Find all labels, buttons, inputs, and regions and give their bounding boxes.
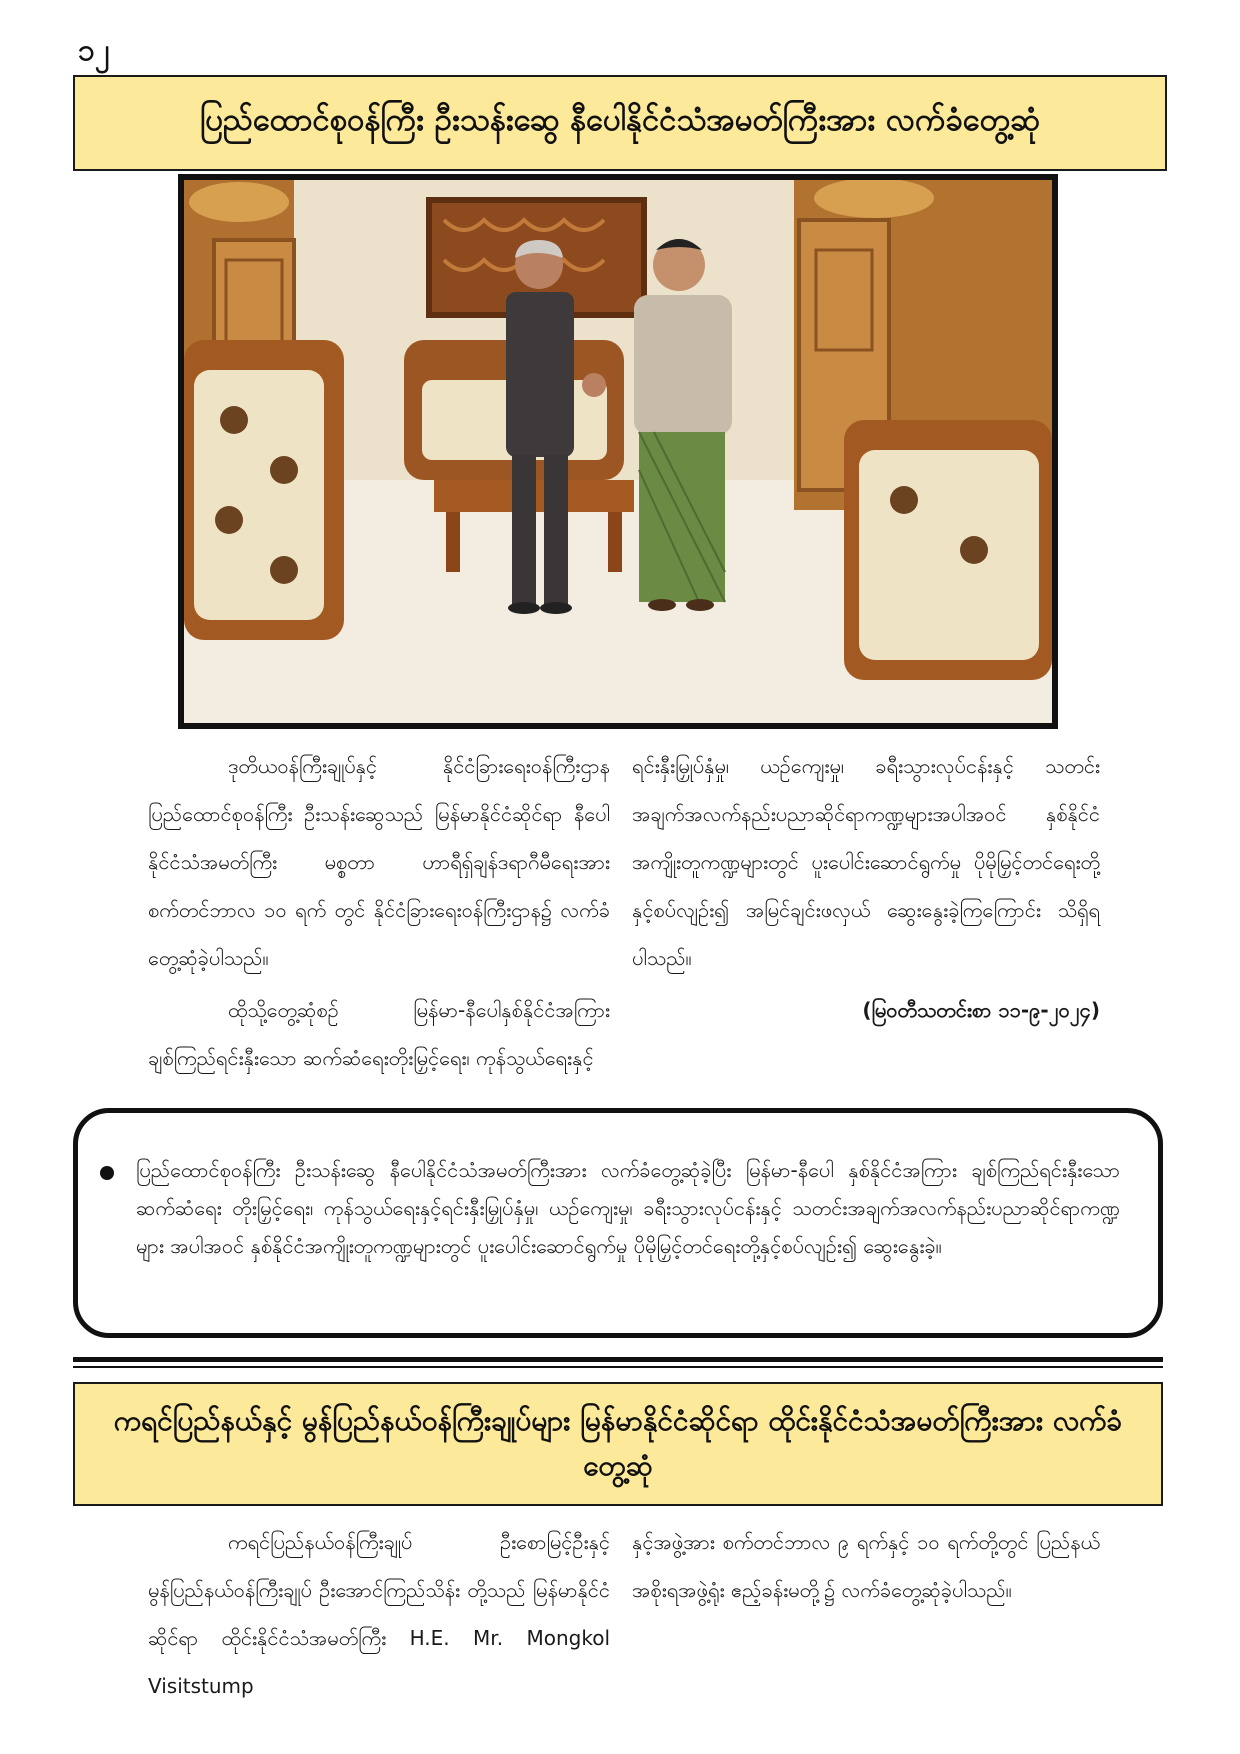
article-1-paragraph-1: ဒုတိယဝန်ကြီးချုပ်နှင့် နိုင်ငံခြားရေးဝန်ကြီးဌာန ပြည်ထောင်စုဝန်ကြီး ဦးသန်းဆွေသည် မြန်မာနိုင်ငံဆိုင်ရာ နီပေါနိုင်ငံသံအမတ်ကြီး မစ္စတာ ဟာရီရှ်ချန်ဒရာဂီမီရေးအား စက်တင်ဘာလ ၁၀ ရက် တွင် နိုင်ငံခြားရေးဝန်ကြီးဌာန၌ လက်ခံတွေ့ဆုံခဲ့ပါသည်။ [148, 754, 610, 970]
article-2-title: ကရင်ပြည်နယ်နှင့် မွန်ပြည်နယ်ဝန်ကြီးချုပ်များ မြန်မာနိုင်ငံဆိုင်ရာ ထိုင်းနိုင်ငံသံအမတ်ကြီးအား လက်ခံတွေ့ဆုံ [73, 1382, 1163, 1506]
news-photo [178, 174, 1058, 729]
article-2-column-left [148, 1518, 610, 1710]
bullet-icon [100, 1166, 114, 1180]
summary-text: ပြည်ထောင်စုဝန်ကြီး ဦးသန်းဆွေ နီပေါနိုင်ငံသံအမတ်ကြီးအား လက်ခံတွေ့ဆုံခဲ့ပြီး မြန်မာ-နီပေါ နှစ်နိုင်ငံအကြား ချစ်ကြည်ရင်းနှီးသောဆက်ဆံရေး တိုးမြှင့်ရေး၊ ကုန်သွယ်ရေးနှင့်ရင်းနှီးမြှုပ်နှံမှု၊ ယဉ်ကျေးမှု၊ ခရီးသွားလုပ်ငန်းနှင့် သတင်းအချက်အလက်နည်းပညာဆိုင်ရာကဏ္ဍများ အပါအဝင် နှစ်နိုင်ငံအကျိုးတူကဏ္ဍများတွင် ပူးပေါင်းဆောင်ရွက်မှု ပိုမိုမြှင့်တင်ရေးတို့နှင့်စပ်လျဉ်း၍ ဆွေးနွေးခဲ့။ [136, 1158, 1120, 1258]
section-divider-thin [73, 1366, 1163, 1368]
article-2-paragraph-2: နှင့်အဖွဲ့အား စက်တင်ဘာလ ၉ ရက်နှင့် ၁၀ ရက်တို့တွင် ပြည်နယ်အစိုးရအဖွဲ့ရုံး ဧည့်ခန်းမတို့၌ လက်ခံတွေ့ဆုံခဲ့ပါသည်။ [632, 1530, 1100, 1602]
article-1-column-left [148, 742, 610, 1082]
page-number: ၁၂ [78, 33, 110, 68]
article-2-paragraph-1: ကရင်ပြည်နယ်ဝန်ကြီးချုပ် ဦးစောမြင့်ဦးနှင့် မွန်ပြည်နယ်ဝန်ကြီးချုပ် ဦးအောင်ကြည်သိန်း တို့သည် မြန်မာနိုင်ငံဆိုင်ရာ ထိုင်းနိုင်ငံသံအမတ်ကြီး H.E. Mr. Mongkol Visitstump [148, 1530, 610, 1698]
meeting-photo-illustration [184, 180, 1052, 723]
article-2-column-right [632, 1518, 1100, 1614]
article-1-source: (မြဝတီသတင်းစာ ၁၁-၉-၂၀၂၄) [862, 998, 1100, 1022]
article-1-column-right [632, 742, 1100, 1034]
article-1-title: ပြည်ထောင်စုဝန်ကြီး ဦးသန်းဆွေ နီပေါနိုင်ငံသံအမတ်ကြီးအား လက်ခံတွေ့ဆုံ [73, 75, 1167, 171]
section-divider-thick [73, 1357, 1163, 1362]
summary-box [73, 1108, 1163, 1338]
article-1-paragraph-3: ရင်းနှီးမြှုပ်နှံမှု၊ ယဉ်ကျေးမှု၊ ခရီးသွားလုပ်ငန်းနှင့် သတင်းအချက်အလက်နည်းပညာဆိုင်ရာကဏ္ဍများအပါအဝင် နှစ်နိုင်ငံအကျိုးတူကဏ္ဍများတွင် ပူးပေါင်းဆောင်ရွက်မှု ပိုမိုမြှင့်တင်ရေးတို့နှင့်စပ်လျဉ်း၍ အမြင်ချင်းဖလှယ် ဆွေးနွေးခဲ့ကြကြောင်း သိရှိရပါသည်။ [632, 754, 1100, 970]
article-1-paragraph-2: ထိုသို့တွေ့ဆုံစဉ် မြန်မာ-နီပေါနှစ်နိုင်ငံအကြား ချစ်ကြည်ရင်းနှီးသော ဆက်ဆံရေးတိုးမြှင့်ရေး၊ ကုန်သွယ်ရေးနှင့် [148, 998, 610, 1070]
